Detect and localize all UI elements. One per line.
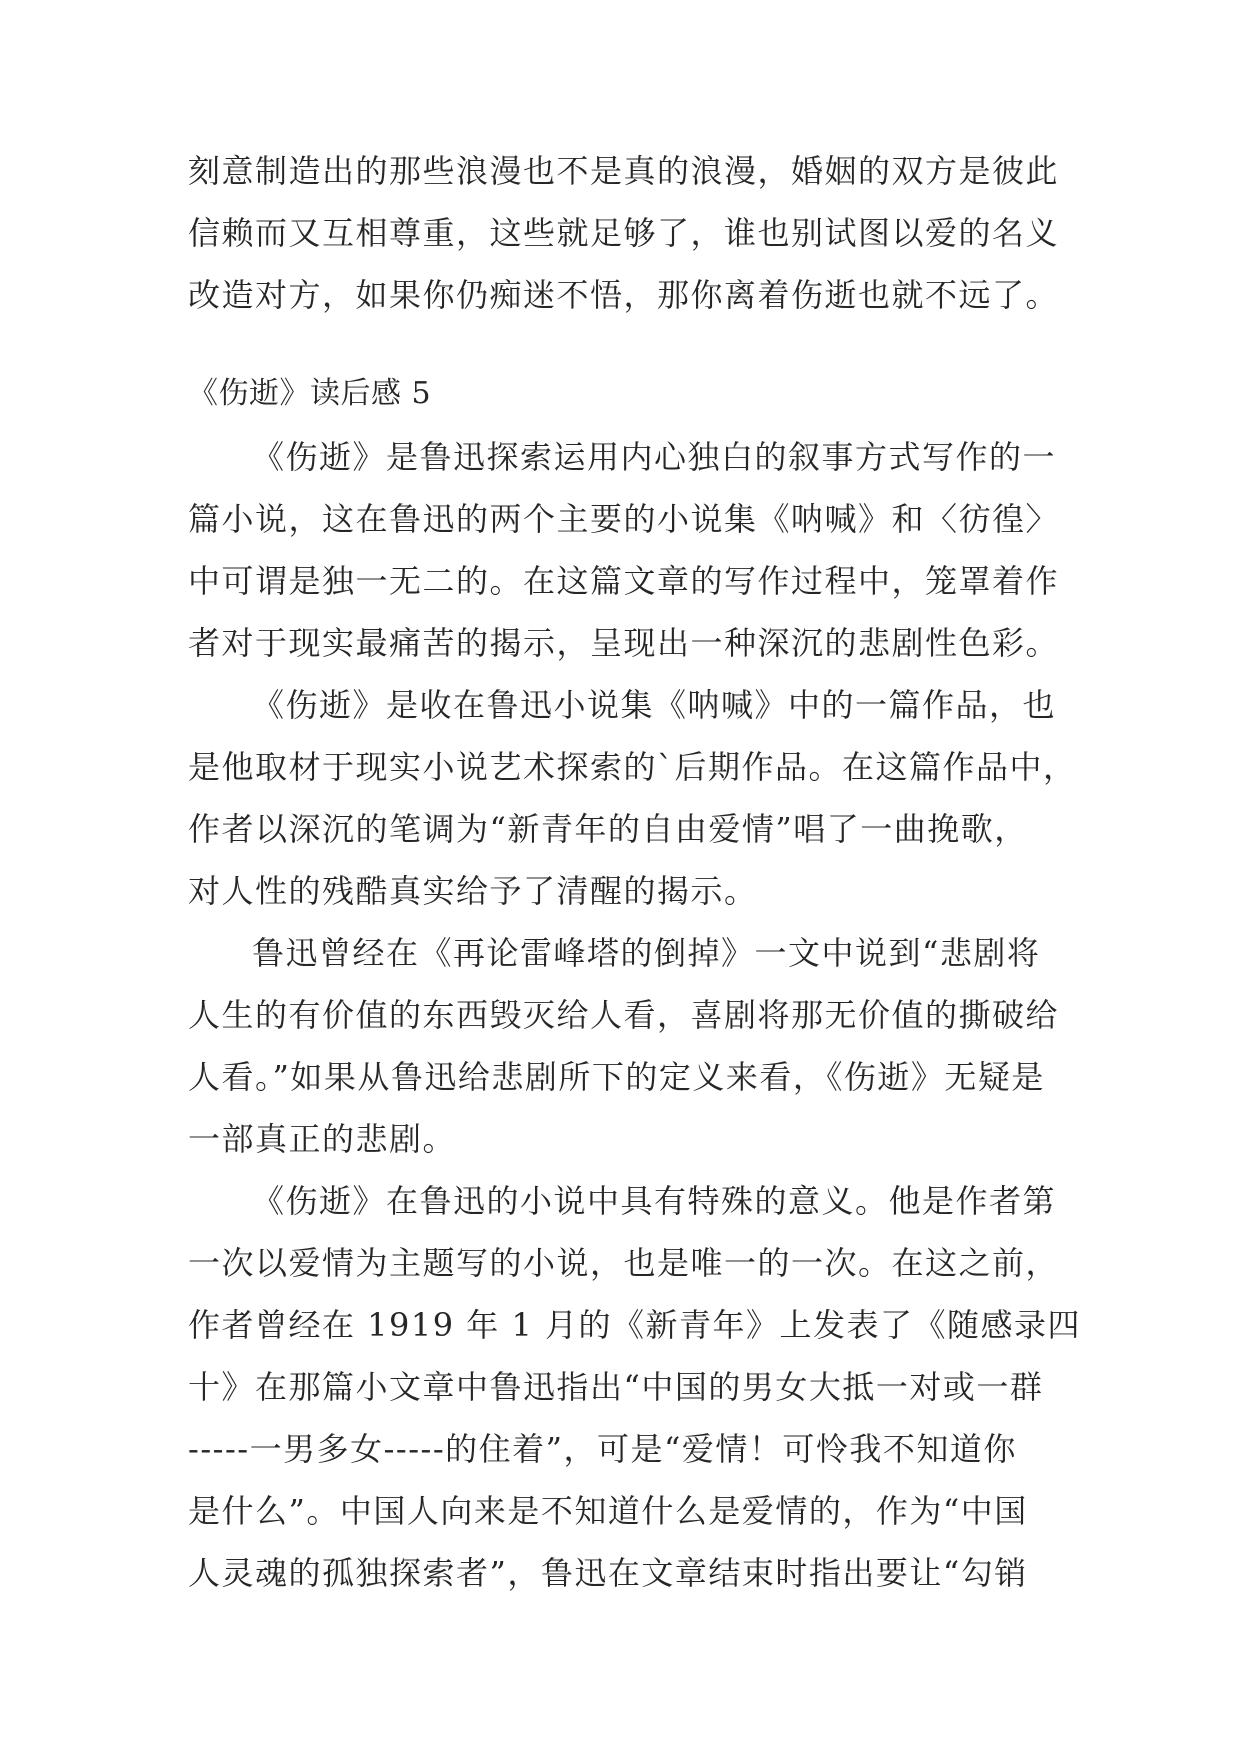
text-line: 作者曾经在 1919 年 1 月的《新青年》上发表了《随感录四 [188,1306,1081,1344]
text-line: 《伤逝》是鲁迅探索运用内心独白的叙事方式写作的一 [252,438,1057,476]
text-line: 篇小说，这在鲁迅的两个主要的小说集《呐喊》和〈彷徨〉 [188,500,1060,538]
text-line: 中可谓是独一无二的。在这篇文章的写作过程中，笼罩着作 [188,562,1060,600]
text-line: 作者以深沉的笔调为“新青年的自由爱情”唱了一曲挽歌， [188,810,1028,848]
text-line: 一次以爱情为主题写的小说，也是唯一的一次。在这之前， [188,1244,1060,1282]
text-line: 信赖而又互相尊重，这些就足够了，谁也别试图以爱的名义 [188,214,1060,252]
text-line: 者对于现实最痛苦的揭示，呈现出一种深沉的悲剧性色彩。 [188,624,1060,662]
text-line: 鲁迅曾经在《再论雷峰塔的倒掉》一文中说到“悲剧将 [252,934,1041,972]
text-line: 对人性的残酷真实给予了清醒的揭示。 [188,872,758,910]
text-line: 《伤逝》是收在鲁迅小说集《呐喊》中的一篇作品，也 [252,686,1057,724]
text-line: 人看。”如果从鲁迅给悲剧所下的定义来看，《伤逝》无疑是 [188,1058,1045,1096]
text-line: -----一男多女-----的住着”，可是“爱情！可怜我不知道你 [188,1430,1017,1468]
text-line: 刻意制造出的那些浪漫也不是真的浪漫，婚姻的双方是彼此 [188,152,1060,190]
section-heading: 《伤逝》读后感 5 [188,376,432,411]
text-line: 是他取材于现实小说艺术探索的`后期作品。在这篇作品中， [188,748,1077,786]
text-line: 改造对方，如果你仍痴迷不悟，那你离着伤逝也就不远了。 [188,276,1060,314]
text-line: 人灵魂的孤独探索者”，鲁迅在文章结束时指出要让“勾销 [188,1554,1028,1592]
text-line: 是什么”。中国人向来是不知道什么是爱情的，作为“中国 [188,1492,1028,1530]
text-line: 十》在那篇小文章中鲁迅指出“中国的男女大抵一对或一群 [188,1368,1044,1406]
text-line: 《伤逝》在鲁迅的小说中具有特殊的意义。他是作者第 [252,1182,1057,1220]
text-line: 一部真正的悲剧。 [188,1120,457,1158]
text-line: 人生的有价值的东西毁灭给人看，喜剧将那无价值的撕破给 [188,996,1060,1034]
